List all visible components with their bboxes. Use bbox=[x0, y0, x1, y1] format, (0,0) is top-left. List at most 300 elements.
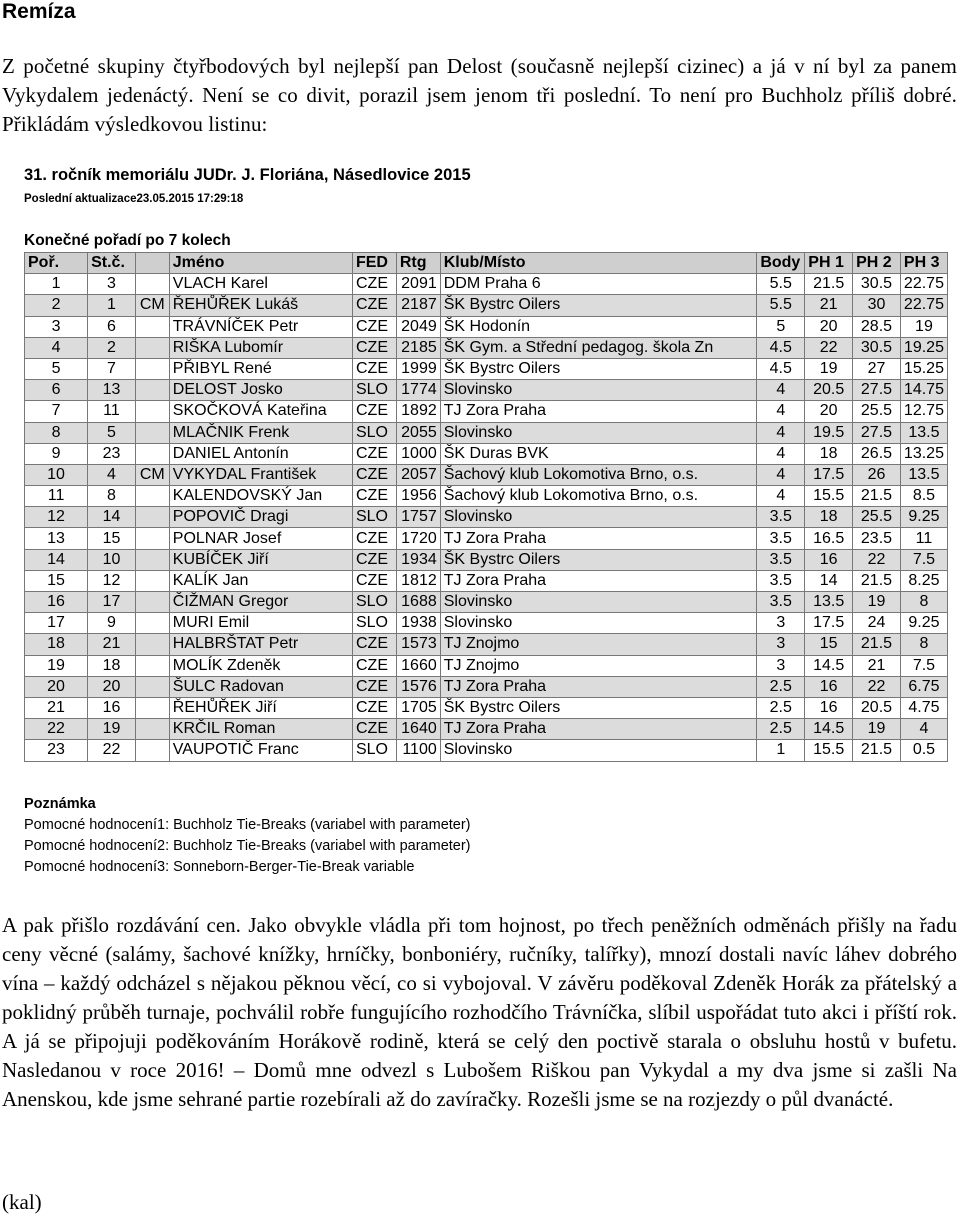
table-cell: 2.5 bbox=[757, 676, 805, 697]
table-cell: 5 bbox=[25, 358, 88, 379]
table-cell: ŠK Bystrc Oilers bbox=[440, 358, 757, 379]
table-cell bbox=[135, 613, 169, 634]
table-cell: 9.25 bbox=[900, 507, 947, 528]
column-header: Body bbox=[757, 253, 805, 274]
table-cell: 24 bbox=[853, 613, 901, 634]
table-cell: 28.5 bbox=[853, 316, 901, 337]
table-cell bbox=[135, 549, 169, 570]
table-cell bbox=[135, 337, 169, 358]
table-cell: ŠK Bystrc Oilers bbox=[440, 549, 757, 570]
table-cell: PŘIBYL René bbox=[169, 358, 352, 379]
table-cell: 7.5 bbox=[900, 655, 947, 676]
table-cell: 4.5 bbox=[757, 337, 805, 358]
table-cell: ŠK Gym. a Střední pedagog. škola Zn bbox=[440, 337, 757, 358]
table-row bbox=[25, 719, 948, 740]
table-cell: 22 bbox=[25, 719, 88, 740]
table-row bbox=[25, 676, 948, 697]
column-header: Jméno bbox=[169, 253, 352, 274]
table-row bbox=[25, 401, 948, 422]
table-cell: 12 bbox=[25, 507, 88, 528]
table-cell: 1100 bbox=[396, 740, 440, 761]
table-cell: 18 bbox=[88, 655, 136, 676]
table-cell: 4 bbox=[900, 719, 947, 740]
results-updated: Poslední aktualizace23.05.2015 17:29:18 bbox=[24, 193, 244, 205]
table-cell: 11 bbox=[88, 401, 136, 422]
table-cell: CM bbox=[135, 464, 169, 485]
table-cell: POPOVIČ Dragi bbox=[169, 507, 352, 528]
table-cell: 4 bbox=[757, 380, 805, 401]
table-cell: 0.5 bbox=[900, 740, 947, 761]
note-line: Pomocné hodnocení1: Buchholz Tie-Breaks (variabel with parameter) bbox=[24, 817, 471, 833]
table-cell bbox=[135, 655, 169, 676]
table-cell: 14 bbox=[805, 570, 853, 591]
table-cell: CZE bbox=[352, 464, 396, 485]
table-cell: 3 bbox=[757, 634, 805, 655]
table-cell: 15 bbox=[805, 634, 853, 655]
table-cell: CZE bbox=[352, 443, 396, 464]
table-cell: MOLÍK Zdeněk bbox=[169, 655, 352, 676]
table-cell: CZE bbox=[352, 719, 396, 740]
results-sheet-image bbox=[22, 162, 948, 882]
table-row bbox=[25, 486, 948, 507]
table-cell: CZE bbox=[352, 549, 396, 570]
table-cell: TJ Zora Praha bbox=[440, 719, 757, 740]
table-cell: 18 bbox=[805, 443, 853, 464]
table-cell: 1576 bbox=[396, 676, 440, 697]
table-cell: 22 bbox=[853, 676, 901, 697]
table-cell: 19 bbox=[805, 358, 853, 379]
table-cell: 17 bbox=[25, 613, 88, 634]
table-row bbox=[25, 549, 948, 570]
table-cell bbox=[135, 676, 169, 697]
table-cell: KALÍK Jan bbox=[169, 570, 352, 591]
table-cell bbox=[135, 380, 169, 401]
table-cell: DANIEL Antonín bbox=[169, 443, 352, 464]
table-cell: 20 bbox=[805, 316, 853, 337]
table-cell: 4 bbox=[757, 422, 805, 443]
table-row bbox=[25, 634, 948, 655]
table-cell: 30 bbox=[853, 295, 901, 316]
table-cell: 2091 bbox=[396, 274, 440, 295]
table-cell: ŘEHŮŘEK Lukáš bbox=[169, 295, 352, 316]
table-cell: 6 bbox=[25, 380, 88, 401]
table-cell bbox=[135, 274, 169, 295]
table-cell: SLO bbox=[352, 740, 396, 761]
table-cell: 4 bbox=[757, 401, 805, 422]
table-cell: CM bbox=[135, 295, 169, 316]
table-cell: 16 bbox=[88, 697, 136, 718]
table-cell: 4 bbox=[757, 486, 805, 507]
table-cell: 6 bbox=[88, 316, 136, 337]
table-cell: 25.5 bbox=[853, 507, 901, 528]
table-cell: 11 bbox=[25, 486, 88, 507]
table-cell: Slovinsko bbox=[440, 422, 757, 443]
table-cell: 3.5 bbox=[757, 528, 805, 549]
intro-paragraph: Z početné skupiny čtyřbodových byl nejlepší pan Delost (současně nejlepší cizinec) a já v ní byl za panem Vykydalem jedenáctý. Není se co divit, porazil jsem jenom tři poslední. To není pro Buchholz příliš dobré. Přikládám výsledkovou listinu: bbox=[2, 54, 957, 136]
table-cell: 8 bbox=[900, 592, 947, 613]
table-cell: 14.5 bbox=[805, 655, 853, 676]
table-cell: TJ Zora Praha bbox=[440, 676, 757, 697]
table-cell: 15.5 bbox=[805, 740, 853, 761]
table-cell: 19.25 bbox=[900, 337, 947, 358]
table-cell: 8 bbox=[88, 486, 136, 507]
table-cell: 1 bbox=[25, 274, 88, 295]
table-cell: 4 bbox=[757, 464, 805, 485]
table-cell: 14.75 bbox=[900, 380, 947, 401]
table-cell: CZE bbox=[352, 697, 396, 718]
table-cell: 4 bbox=[88, 464, 136, 485]
table-cell: CZE bbox=[352, 528, 396, 549]
table-cell: 22.75 bbox=[900, 274, 947, 295]
table-cell: 8 bbox=[25, 422, 88, 443]
column-header: Klub/Místo bbox=[440, 253, 757, 274]
table-cell: 5 bbox=[757, 316, 805, 337]
table-cell: 1660 bbox=[396, 655, 440, 676]
table-cell bbox=[135, 719, 169, 740]
table-cell: 19 bbox=[88, 719, 136, 740]
author-signoff: (kal) bbox=[2, 1190, 42, 1214]
table-cell: 19 bbox=[900, 316, 947, 337]
table-cell: 27.5 bbox=[853, 380, 901, 401]
table-row bbox=[25, 570, 948, 591]
note-line: Pomocné hodnocení2: Buchholz Tie-Breaks (variabel with parameter) bbox=[24, 838, 471, 854]
table-cell: CZE bbox=[352, 274, 396, 295]
table-cell bbox=[135, 422, 169, 443]
table-cell: 13.5 bbox=[900, 464, 947, 485]
table-cell: ŠK Bystrc Oilers bbox=[440, 295, 757, 316]
table-cell: 21.5 bbox=[853, 570, 901, 591]
table-cell: TJ Zora Praha bbox=[440, 570, 757, 591]
table-cell: 16 bbox=[805, 697, 853, 718]
table-cell: KRČIL Roman bbox=[169, 719, 352, 740]
table-cell: 15 bbox=[88, 528, 136, 549]
table-cell: KALENDOVSKÝ Jan bbox=[169, 486, 352, 507]
table-cell: 11 bbox=[900, 528, 947, 549]
table-cell: CZE bbox=[352, 486, 396, 507]
table-cell: 3.5 bbox=[757, 570, 805, 591]
table-cell: MURI Emil bbox=[169, 613, 352, 634]
table-cell: 1688 bbox=[396, 592, 440, 613]
table-cell bbox=[135, 486, 169, 507]
table-cell: Slovinsko bbox=[440, 507, 757, 528]
table-cell: SKOČKOVÁ Kateřina bbox=[169, 401, 352, 422]
table-cell: 21.5 bbox=[853, 634, 901, 655]
table-cell: 30.5 bbox=[853, 337, 901, 358]
table-cell: 18 bbox=[25, 634, 88, 655]
table-cell: 19 bbox=[25, 655, 88, 676]
table-cell: 1774 bbox=[396, 380, 440, 401]
table-row bbox=[25, 697, 948, 718]
table-cell: 13.25 bbox=[900, 443, 947, 464]
table-cell: 8 bbox=[900, 634, 947, 655]
table-cell: SLO bbox=[352, 507, 396, 528]
table-cell: 20.5 bbox=[853, 697, 901, 718]
table-cell: 19 bbox=[853, 719, 901, 740]
table-cell bbox=[135, 528, 169, 549]
column-header: St.č. bbox=[88, 253, 136, 274]
table-cell: 22.75 bbox=[900, 295, 947, 316]
table-cell: CZE bbox=[352, 337, 396, 358]
table-cell: 23 bbox=[25, 740, 88, 761]
table-cell: 1 bbox=[88, 295, 136, 316]
table-cell: 20 bbox=[88, 676, 136, 697]
table-cell: SLO bbox=[352, 422, 396, 443]
table-cell: 25.5 bbox=[853, 401, 901, 422]
table-cell: ŘEHŮŘEK Jiří bbox=[169, 697, 352, 718]
table-cell: 22 bbox=[805, 337, 853, 358]
table-cell: Slovinsko bbox=[440, 380, 757, 401]
table-cell: SLO bbox=[352, 613, 396, 634]
table-cell: 1640 bbox=[396, 719, 440, 740]
table-cell: 2055 bbox=[396, 422, 440, 443]
table-cell: 1892 bbox=[396, 401, 440, 422]
results-header-row bbox=[25, 253, 948, 274]
table-cell: TRÁVNÍČEK Petr bbox=[169, 316, 352, 337]
table-cell bbox=[135, 443, 169, 464]
table-cell: 15 bbox=[25, 570, 88, 591]
table-cell: 26 bbox=[853, 464, 901, 485]
table-cell: 17.5 bbox=[805, 613, 853, 634]
table-row bbox=[25, 358, 948, 379]
table-cell: VYKYDAL František bbox=[169, 464, 352, 485]
table-cell: CZE bbox=[352, 316, 396, 337]
table-cell bbox=[135, 401, 169, 422]
table-cell: 21.5 bbox=[853, 740, 901, 761]
table-cell: 3.5 bbox=[757, 507, 805, 528]
table-cell: 9 bbox=[88, 613, 136, 634]
table-cell: 14 bbox=[25, 549, 88, 570]
table-cell: DELOST Josko bbox=[169, 380, 352, 401]
table-cell: CZE bbox=[352, 401, 396, 422]
table-cell: 20 bbox=[805, 401, 853, 422]
table-cell: 20 bbox=[25, 676, 88, 697]
column-header: PH 2 bbox=[853, 253, 901, 274]
table-cell: 2057 bbox=[396, 464, 440, 485]
table-cell: 1934 bbox=[396, 549, 440, 570]
table-row bbox=[25, 295, 948, 316]
table-cell: ŠULC Radovan bbox=[169, 676, 352, 697]
table-cell: 5 bbox=[88, 422, 136, 443]
table-cell: 30.5 bbox=[853, 274, 901, 295]
table-cell: CZE bbox=[352, 570, 396, 591]
closing-paragraph: A pak přišlo rozdávání cen. Jako obvykle vládla při tom hojnost, po třech peněžních odměnách přišly na řadu ceny věcné (salámy, šachové knížky, hrníčky, bonboniéry, ručníky, talířky), mnozí dostali navíc láhev dobrého vína – každý odcházel s nějakou pěknou věcí, co si vybojoval. V závěru poděkoval Zdeněk Horák za přátelský a poklidný průběh turnaje, pochválil robře fungujícího rozhodčího Trávníčka, slíbil uspořádat tuto akci i příští rok. A já se připojuji poděkováním Horákově rodině, která se celý den poctivě starala o obsluhu hostů v bufetu. Nasledanou v roce 2016! – Domů mne odvezl s Lubošem Riškou pan Vykydal a my dva jsme si zašli Na Anenskou, kde jsme sehrané partie rozebírali až do zavíračky. Rozešli jsme se na rozjezdy o půl dvanácté. bbox=[2, 913, 957, 1111]
table-row bbox=[25, 613, 948, 634]
table-cell: 12 bbox=[88, 570, 136, 591]
table-cell: 4.75 bbox=[900, 697, 947, 718]
table-cell: 22 bbox=[853, 549, 901, 570]
table-cell: 3.5 bbox=[757, 592, 805, 613]
table-cell: 21 bbox=[805, 295, 853, 316]
table-cell: 16 bbox=[805, 549, 853, 570]
table-cell: 12.75 bbox=[900, 401, 947, 422]
table-cell: RIŠKA Lubomír bbox=[169, 337, 352, 358]
table-cell: 13 bbox=[25, 528, 88, 549]
table-row bbox=[25, 528, 948, 549]
table-cell: 16.5 bbox=[805, 528, 853, 549]
results-subtitle: Konečné pořadí po 7 kolech bbox=[24, 232, 231, 249]
table-cell: DDM Praha 6 bbox=[440, 274, 757, 295]
table-cell bbox=[135, 634, 169, 655]
table-cell: CZE bbox=[352, 655, 396, 676]
table-cell: VLACH Karel bbox=[169, 274, 352, 295]
table-cell bbox=[135, 697, 169, 718]
table-cell: 15.5 bbox=[805, 486, 853, 507]
table-cell: 17.5 bbox=[805, 464, 853, 485]
table-cell bbox=[135, 570, 169, 591]
column-header: PH 1 bbox=[805, 253, 853, 274]
table-cell: 15.25 bbox=[900, 358, 947, 379]
table-cell: 7 bbox=[88, 358, 136, 379]
table-cell: 27 bbox=[853, 358, 901, 379]
table-cell: ŠK Hodonín bbox=[440, 316, 757, 337]
table-cell: 5.5 bbox=[757, 274, 805, 295]
table-cell: ČIŽMAN Gregor bbox=[169, 592, 352, 613]
table-cell: Šachový klub Lokomotiva Brno, o.s. bbox=[440, 486, 757, 507]
table-cell: HALBRŠTAT Petr bbox=[169, 634, 352, 655]
table-cell: 1705 bbox=[396, 697, 440, 718]
table-cell: 1 bbox=[757, 740, 805, 761]
table-cell: 21.5 bbox=[805, 274, 853, 295]
table-cell: 1720 bbox=[396, 528, 440, 549]
table-cell: SLO bbox=[352, 380, 396, 401]
table-cell: 27.5 bbox=[853, 422, 901, 443]
table-cell: 7 bbox=[25, 401, 88, 422]
table-cell: 20.5 bbox=[805, 380, 853, 401]
table-cell: 2.5 bbox=[757, 697, 805, 718]
column-header: Rtg bbox=[396, 253, 440, 274]
table-cell: Slovinsko bbox=[440, 740, 757, 761]
table-row bbox=[25, 274, 948, 295]
table-row bbox=[25, 740, 948, 761]
table-cell: 3 bbox=[757, 655, 805, 676]
column-header bbox=[135, 253, 169, 274]
table-cell: TJ Zora Praha bbox=[440, 401, 757, 422]
table-cell: 1573 bbox=[396, 634, 440, 655]
table-cell: 2 bbox=[25, 295, 88, 316]
table-cell: Slovinsko bbox=[440, 613, 757, 634]
table-cell: Slovinsko bbox=[440, 592, 757, 613]
table-row bbox=[25, 655, 948, 676]
table-cell: SLO bbox=[352, 592, 396, 613]
table-cell: 10 bbox=[88, 549, 136, 570]
table-cell: 16 bbox=[25, 592, 88, 613]
table-cell: 1757 bbox=[396, 507, 440, 528]
article-heading: Remíza bbox=[2, 0, 76, 23]
table-cell: 8.5 bbox=[900, 486, 947, 507]
table-cell: 4 bbox=[757, 443, 805, 464]
table-cell: 10 bbox=[25, 464, 88, 485]
table-cell: 14 bbox=[88, 507, 136, 528]
table-cell: ŠK Duras BVK bbox=[440, 443, 757, 464]
table-cell: 19.5 bbox=[805, 422, 853, 443]
table-cell: 4 bbox=[25, 337, 88, 358]
table-cell: 3 bbox=[757, 613, 805, 634]
table-row bbox=[25, 316, 948, 337]
table-cell: MLAČNIK Frenk bbox=[169, 422, 352, 443]
table-cell: ŠK Bystrc Oilers bbox=[440, 697, 757, 718]
table-cell bbox=[135, 592, 169, 613]
table-cell: 2187 bbox=[396, 295, 440, 316]
table-cell: 7.5 bbox=[900, 549, 947, 570]
table-cell: CZE bbox=[352, 358, 396, 379]
notes-title: Poznámka bbox=[24, 796, 96, 812]
table-row bbox=[25, 422, 948, 443]
table-cell: 18 bbox=[805, 507, 853, 528]
table-cell: 21 bbox=[88, 634, 136, 655]
table-cell: 21.5 bbox=[853, 486, 901, 507]
table-cell: 19 bbox=[853, 592, 901, 613]
table-cell: 3.5 bbox=[757, 549, 805, 570]
table-cell: 1956 bbox=[396, 486, 440, 507]
table-cell: 23 bbox=[88, 443, 136, 464]
table-cell: 3 bbox=[88, 274, 136, 295]
table-row bbox=[25, 443, 948, 464]
column-header: Poř. bbox=[25, 253, 88, 274]
table-cell: 1812 bbox=[396, 570, 440, 591]
table-cell: Šachový klub Lokomotiva Brno, o.s. bbox=[440, 464, 757, 485]
table-cell: 3 bbox=[25, 316, 88, 337]
results-table bbox=[24, 252, 948, 762]
table-cell: 17 bbox=[88, 592, 136, 613]
table-cell bbox=[135, 316, 169, 337]
column-header: FED bbox=[352, 253, 396, 274]
table-cell: 4.5 bbox=[757, 358, 805, 379]
results-title: 31. ročník memoriálu JUDr. J. Floriána, Násedlovice 2015 bbox=[24, 166, 471, 184]
table-cell: 22 bbox=[88, 740, 136, 761]
table-cell: POLNAR Josef bbox=[169, 528, 352, 549]
table-cell: CZE bbox=[352, 634, 396, 655]
table-cell: 21 bbox=[853, 655, 901, 676]
table-cell: VAUPOTIČ Franc bbox=[169, 740, 352, 761]
table-cell: 1938 bbox=[396, 613, 440, 634]
table-cell: 13.5 bbox=[900, 422, 947, 443]
table-cell: 21 bbox=[25, 697, 88, 718]
table-row bbox=[25, 592, 948, 613]
table-row bbox=[25, 507, 948, 528]
table-cell: 2.5 bbox=[757, 719, 805, 740]
table-cell: 14.5 bbox=[805, 719, 853, 740]
table-cell: CZE bbox=[352, 295, 396, 316]
table-cell: 9 bbox=[25, 443, 88, 464]
column-header: PH 3 bbox=[900, 253, 947, 274]
table-cell: 13.5 bbox=[805, 592, 853, 613]
table-cell: KUBÍČEK Jiří bbox=[169, 549, 352, 570]
results-notes bbox=[24, 794, 471, 878]
table-cell: 6.75 bbox=[900, 676, 947, 697]
table-cell: 26.5 bbox=[853, 443, 901, 464]
table-cell: TJ Zora Praha bbox=[440, 528, 757, 549]
table-cell: 1000 bbox=[396, 443, 440, 464]
table-cell: 23.5 bbox=[853, 528, 901, 549]
table-row bbox=[25, 337, 948, 358]
table-row bbox=[25, 380, 948, 401]
table-cell: TJ Znojmo bbox=[440, 655, 757, 676]
note-line: Pomocné hodnocení3: Sonneborn-Berger-Tie-Break variable bbox=[24, 859, 415, 875]
table-cell: TJ Znojmo bbox=[440, 634, 757, 655]
table-cell: 8.25 bbox=[900, 570, 947, 591]
table-cell: 16 bbox=[805, 676, 853, 697]
table-cell: 5.5 bbox=[757, 295, 805, 316]
table-cell: 1999 bbox=[396, 358, 440, 379]
table-cell bbox=[135, 358, 169, 379]
table-cell: 13 bbox=[88, 380, 136, 401]
table-cell: CZE bbox=[352, 676, 396, 697]
table-cell: 2 bbox=[88, 337, 136, 358]
table-cell: 2185 bbox=[396, 337, 440, 358]
table-cell: 9.25 bbox=[900, 613, 947, 634]
table-row bbox=[25, 464, 948, 485]
table-cell bbox=[135, 740, 169, 761]
